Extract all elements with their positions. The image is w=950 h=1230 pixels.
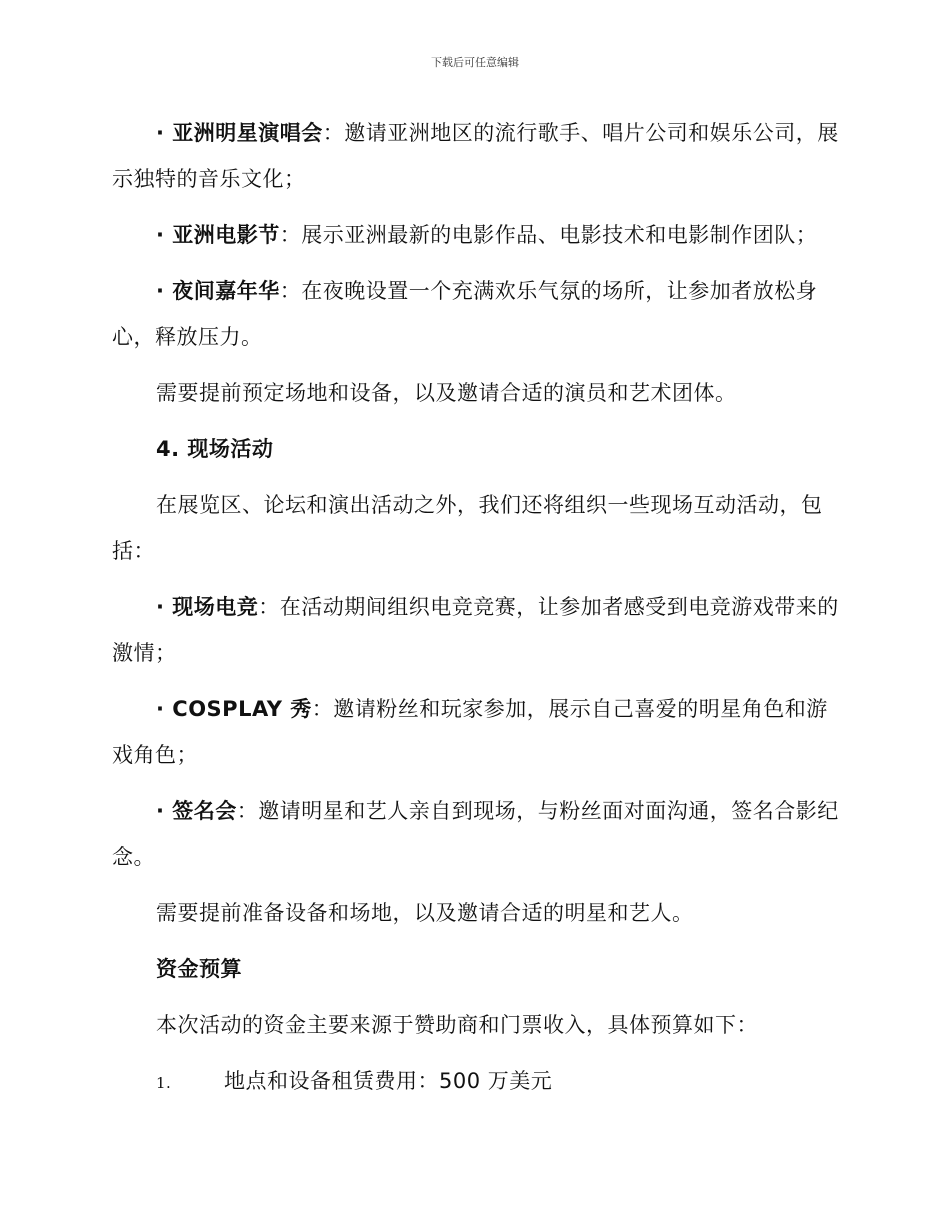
paragraph-cosplay [112,686,842,778]
paragraph-autograph [112,788,842,880]
term-night-carnival: · 夜间嘉年华 [156,279,280,303]
paragraph-text: ：在夜晚设置一个充满欢乐气氛的场所，让参加者放松身心，释放压力。 [112,279,818,349]
paragraph-text: ：邀请明星和艺人亲自到现场，与粉丝面对面沟通，签名合影纪念。 [112,799,839,869]
paragraph-text: ：邀请亚洲地区的流行歌手、唱片公司和娱乐公司，展示独特的音乐文化； [112,121,839,191]
document-body [112,110,842,1106]
paragraph-preparation-note: 需要提前准备设备和场地，以及邀请合适的明星和艺人。 [156,901,694,925]
paragraph-asia-concert [112,110,842,202]
budget-list-item [112,1058,842,1106]
term-autograph: · 签名会 [156,799,237,823]
paragraph-text: ：在活动期间组织电竞竞赛，让参加者感受到电竞游戏带来的激情； [112,595,839,665]
paragraph-night-carnival [112,268,842,360]
page-header: 下载后可任意编辑 [431,56,519,69]
list-number: 1. [156,1074,172,1092]
list-item-text: 地点和设备租赁费用：500 万美元 [224,1069,553,1093]
section-heading-budget: 资金预算 [156,957,242,981]
term-esports: · 现场电竞 [156,595,259,619]
paragraph-text: ：展示亚洲最新的电影作品、电影技术和电影制作团队； [279,223,818,247]
paragraph-esports [112,584,842,676]
paragraph-text: ：邀请粉丝和玩家参加，展示自己喜爱的明星角色和游戏角色； [112,697,828,767]
term-cosplay: · COSPLAY 秀 [156,697,312,721]
term-asia-concert: · 亚洲明星演唱会 [156,121,323,145]
paragraph-asia-film-festival [112,212,842,258]
section-heading-onsite-activities: 4. 现场活动 [156,437,274,461]
paragraph-onsite-intro: 在展览区、论坛和演出活动之外，我们还将组织一些现场互动活动，包括： [112,493,823,563]
term-asia-film-festival: · 亚洲电影节 [156,223,280,247]
paragraph-venue-note: 需要提前预定场地和设备，以及邀请合适的演员和艺术团体。 [156,381,737,405]
paragraph-budget-intro: 本次活动的资金主要来源于赞助商和门票收入，具体预算如下： [156,1013,758,1037]
